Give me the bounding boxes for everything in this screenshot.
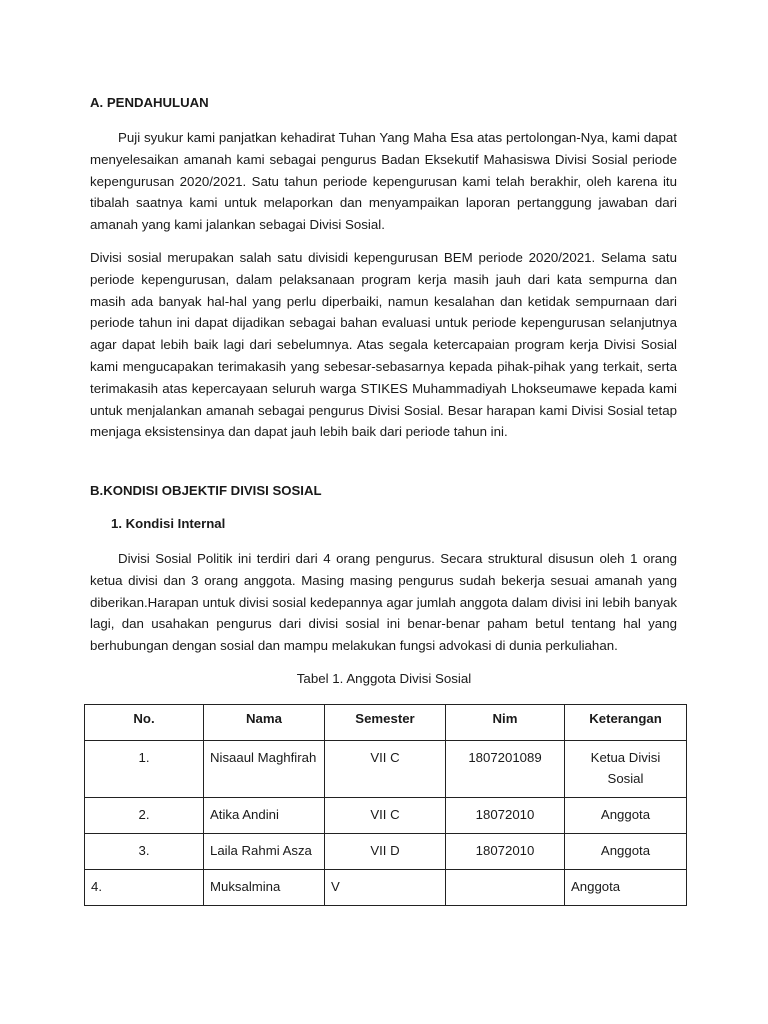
- table-header-row: [85, 705, 687, 741]
- cell-no: 1.: [85, 741, 204, 798]
- cell-semester: VII C: [325, 741, 446, 798]
- cell-keterangan: Anggota: [565, 870, 687, 906]
- cell-nim: 18072010: [446, 798, 565, 834]
- cell-nim: 1807201089: [446, 741, 565, 798]
- table-row: [85, 834, 687, 870]
- section-b-title: B.KONDISI OBJEKTIF DIVISI SOSIAL: [90, 483, 322, 498]
- header-keterangan: Keterangan: [565, 705, 687, 741]
- cell-nama: Atika Andini: [204, 798, 325, 834]
- cell-semester: V: [325, 870, 446, 906]
- header-nim: Nim: [446, 705, 565, 741]
- cell-no: 3.: [85, 834, 204, 870]
- cell-no: 4.: [85, 870, 204, 906]
- cell-semester: VII D: [325, 834, 446, 870]
- cell-keterangan: Anggota: [565, 834, 687, 870]
- table-row: [85, 870, 687, 906]
- header-no: No.: [85, 705, 204, 741]
- section-a-paragraph-1: Puji syukur kami panjatkan kehadirat Tuhan Yang Maha Esa atas pertolongan-Nya, kami dapat menyelesaikan amanah kami sebagai pengurus Badan Eksekutif Mahasiswa Divisi Sosial periode kepengurusan 2020/2021. Satu tahun periode kepengurusan kami telah berakhir, oleh karena itu tibalah saatnya kami untuk melaporkan dan menyampaikan laporan pertanggung jawaban dari amanah yang kami jalankan sebagai Divisi Sosial.: [90, 130, 677, 233]
- section-a-title: A. PENDAHULUAN: [90, 95, 209, 110]
- section-a-paragraph-2: Divisi sosial merupakan salah satu divisidi kepengurusan BEM periode 2020/2021. Selama satu periode kepengurusan, dalam pelaksanaan program kerja masih jauh dari kata sempurna dan masih ada banyak hal-hal yang perlu diperbaiki, namun kesalahan dan ketidak sempurnaan dari periode tahun ini dapat dijadikan sebagai bahan evaluasi untuk periode kepengurusan selanjutnya agar dapat lebih baik lagi dari sebelumnya. Atas segala ketercapaian program kerja Divisi Sosial kami mengucapakan terimakasih yang sebesar-sebasarnya kepada pihak-pihak yang terkait, serta terimakasih atas kepercayaan seluruh warga STIKES Muhammadiyah Lhokseumawe kepada kami untuk menjalankan amanah sebagai pengurus Divisi Sosial. Besar harapan kami Divisi Sosial tetap menjaga eksistensinya dan dapat jauh lebih baik dari periode tahun ini.: [90, 250, 677, 440]
- cell-keterangan: Ketua Divisi Sosial: [565, 741, 687, 798]
- section-b-subtitle: 1. Kondisi Internal: [111, 516, 226, 531]
- header-nama: Nama: [204, 705, 325, 741]
- table-row: [85, 741, 687, 798]
- cell-no: 2.: [85, 798, 204, 834]
- cell-keterangan: Anggota: [565, 798, 687, 834]
- cell-nama: Muksalmina: [204, 870, 325, 906]
- cell-semester: VII C: [325, 798, 446, 834]
- cell-nama: Laila Rahmi Asza: [204, 834, 325, 870]
- table-caption: Tabel 1. Anggota Divisi Sosial: [296, 671, 472, 686]
- table-row: [85, 798, 687, 834]
- header-semester: Semester: [325, 705, 446, 741]
- section-b-paragraph: Divisi Sosial Politik ini terdiri dari 4 orang pengurus. Secara struktural disusun oleh 1 orang ketua divisi dan 3 orang anggota. Masing masing pengurus sudah bekerja sesuai amanah yang diberikan.Harapan untuk divisi sosial kedepannya agar jumlah anggota dalam divisi ini lebih banyak lagi, dan usahakan pengurus dari divisi sosial ini benar-benar paham betul tentang hal yang berhubungan dengan sosial dan mampu melakukan fungsi advokasi di dunia perkuliahan.: [90, 551, 677, 654]
- cell-nim: [446, 870, 565, 906]
- cell-nama: Nisaaul Maghfirah: [204, 741, 325, 798]
- cell-nim: 18072010: [446, 834, 565, 870]
- members-table: [84, 704, 687, 906]
